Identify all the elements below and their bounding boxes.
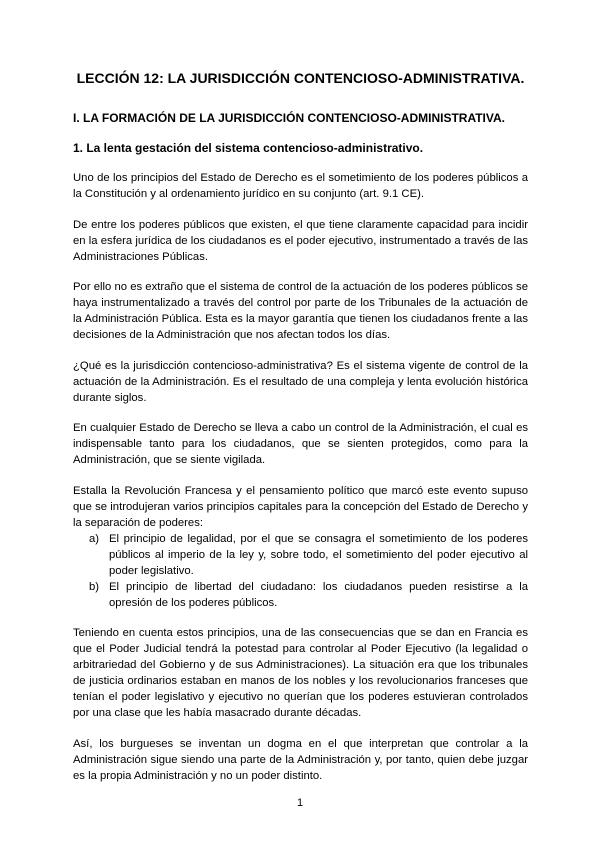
list-item bbox=[89, 579, 528, 611]
paragraph: Uno de los principios del Estado de Derecho es el sometimiento de los poderes públicos a la Constitución y al ordenamiento jurídico en su conjunto (art. 9.1 CE). bbox=[73, 172, 528, 200]
lesson-title: LECCIÓN 12: LA JURISDICCIÓN CONTENCIOSO-ADMINISTRATIVA. bbox=[76, 70, 525, 86]
paragraph: De entre los poderes públicos que existen, el que tiene claramente capacidad para incidir en la esfera jurídica de los ciudadanos es el poder ejecutivo, instrumentado a través de las Administraciones Públicas. bbox=[73, 218, 528, 263]
paragraph: En cualquier Estado de Derecho se lleva a cabo un control de la Administración, el cual es indispensable tanto para los ciudadanos, que se sienten protegidos, como para la Administración, que se siente vigilada. bbox=[73, 422, 528, 466]
paragraph: Así, los burgueses se inventan un dogma en el que interpretan que controlar a la Administración sigue siendo una parte de la Administración y, por tanto, quien debe juzgar es la propia Administración y no un poder distinto. bbox=[73, 737, 528, 782]
paragraph: Estalla la Revolución Francesa y el pensamiento político que marcó este evento supuso que se introdujeran varios principios capitales para la concepción del Estado de Derecho y la separación de poderes: bbox=[73, 484, 528, 529]
list-item bbox=[89, 531, 528, 579]
list-item-text: El principio de libertad del ciudadano: los ciudadanos pueden resistirse a la opresión de los poderes públicos. bbox=[109, 580, 528, 609]
paragraph: ¿Qué es la jurisdicción contencioso-administrativa? Es el sistema vigente de control de la actuación de la Administración. Es el resultado de una compleja y lenta evolución histórica durante siglos. bbox=[73, 359, 528, 404]
page-number: 1 bbox=[296, 797, 304, 809]
list-marker: b) bbox=[89, 580, 100, 593]
list-marker: a) bbox=[89, 532, 100, 545]
paragraph: Por ello no es extraño que el sistema de control de la actuación de los poderes públicos se haya instrumentalizado a través del control por parte de los Tribunales de la actuación de la Administración Pública. Esta es la mayor garantía que tienen los ciudadanos frente a las decisiones de la Administración que nos afectan todos los días. bbox=[73, 281, 528, 341]
subsection-heading: 1. La lenta gestación del sistema contencioso-administrativo. bbox=[73, 141, 424, 155]
principles-list bbox=[73, 531, 528, 611]
section-heading: I. LA FORMACIÓN DE LA JURISDICCIÓN CONTENCIOSO-ADMINISTRATIVA. bbox=[73, 111, 505, 125]
paragraph: Teniendo en cuenta estos principios, una de las consecuencias que se dan en Francia es que el Poder Judicial tendrá la potestad para controlar al Poder Ejecutivo (la legalidad o arbitrariedad del Gobierno y de sus Administraciones). La situación era que los tribunales de justicia ordinarios estaban en manos de los nobles y los revolucionarios franceses que tenían el poder legislativo y ejecutivo no querían que los poderes estuvieran controlados por una clase que les había masacrado durante décadas. bbox=[73, 627, 528, 719]
list-item-text: El principio de legalidad, por el que se consagra el sometimiento de los poderes públicos al imperio de la ley y, sobre todo, el sometimiento del poder ejecutivo al poder legislativo. bbox=[109, 532, 528, 577]
